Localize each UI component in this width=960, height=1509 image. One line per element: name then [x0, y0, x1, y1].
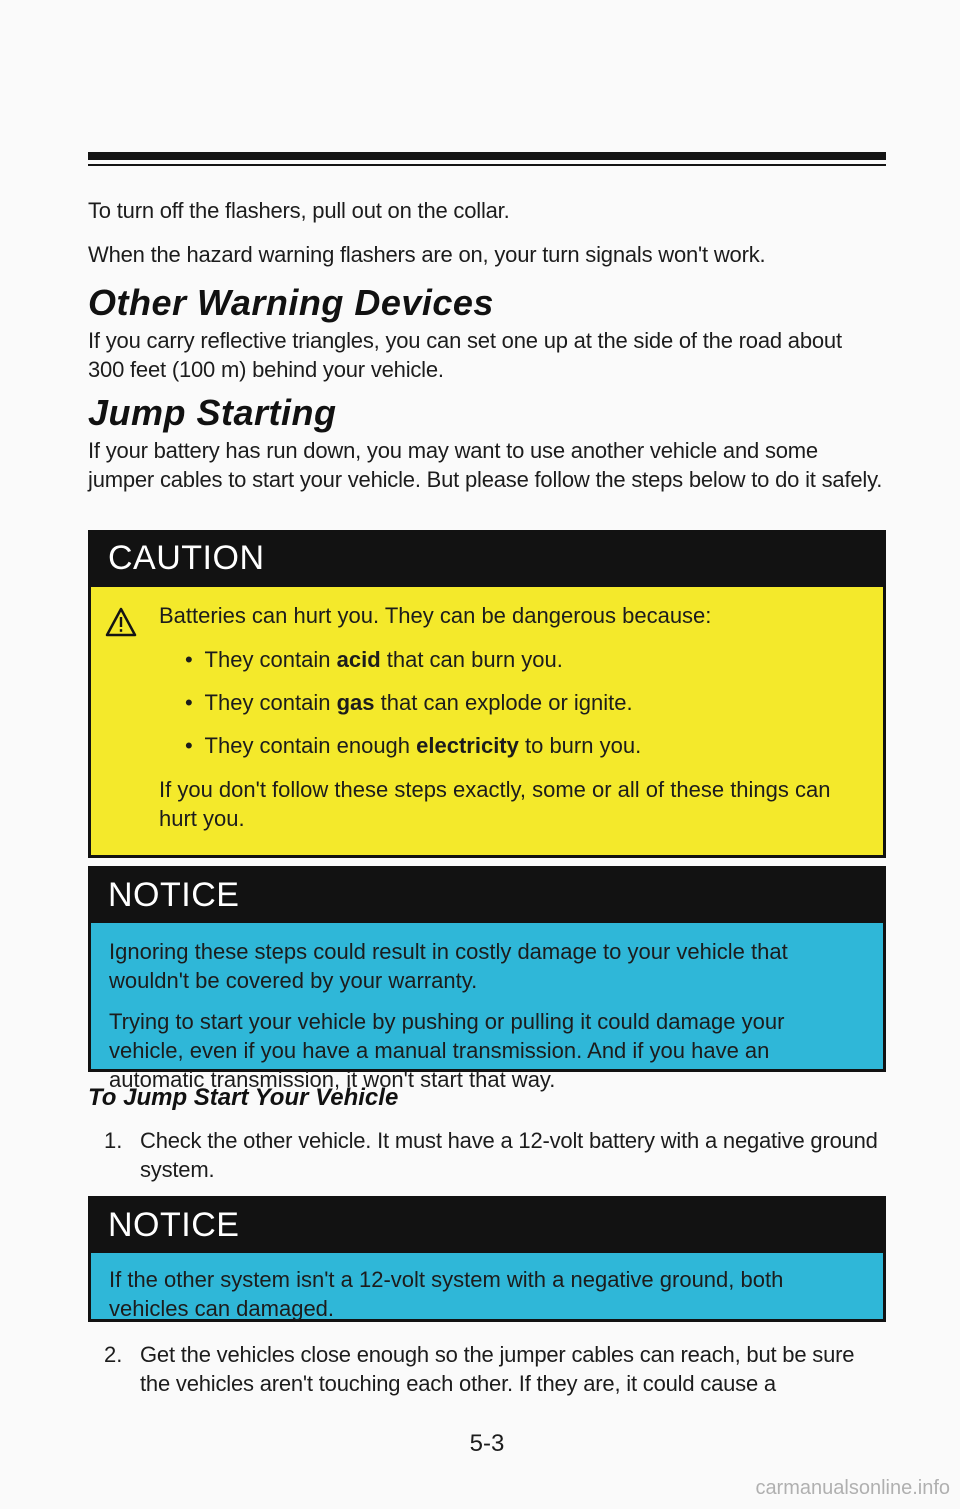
notice-1-para-1: Ignoring these steps could result in costly damage to your vehicle that wouldn't be covered by your warranty.: [109, 939, 788, 993]
notice-1-title: NOTICE: [91, 869, 883, 923]
notice-2-title: NOTICE: [91, 1199, 883, 1253]
caution-bullet-2: • They contain gas that can explode or ignite.: [185, 690, 633, 715]
other-warning-heading: Other Warning Devices: [88, 282, 494, 323]
intro-line-2: When the hazard warning flashers are on, your turn signals won't work.: [88, 242, 766, 267]
step-2-number: 2.: [104, 1342, 123, 1367]
other-warning-text: If you carry reflective triangles, you can set one up at the side of the road about 300 feet (100 m) behind your vehicle.: [88, 328, 842, 382]
caution-title: CAUTION: [91, 533, 883, 587]
notice-2-text: If the other system isn't a 12-volt system with a negative ground, both vehicles can damaged.: [109, 1267, 784, 1321]
notice-1-para-2: Trying to start your vehicle by pushing or pulling it could damage your vehicle, even if you have a manual transmission. And if you have an automatic transmission, it won't start that way.: [109, 1009, 785, 1092]
warning-triangle-icon: [105, 607, 137, 637]
caution-bullet-1: • They contain acid that can burn you.: [185, 647, 563, 672]
page-number: 5-3: [469, 1430, 505, 1457]
caution-box: [88, 530, 886, 858]
watermark: carmanualsonline.info: [755, 1477, 950, 1499]
step-2-text: Get the vehicles close enough so the jumper cables can reach, but be sure the vehicles aren't touching each other. If they are, it could cause a: [140, 1342, 855, 1396]
notice-2-body: [91, 1253, 883, 1323]
jump-starting-text: If your battery has run down, you may want to use another vehicle and some jumper cables to start your vehicle. But please follow the steps below to do it safely.: [88, 438, 883, 492]
jump-starting-heading: Jump Starting: [88, 392, 337, 433]
intro-line-1: To turn off the flashers, pull out on the collar.: [88, 198, 510, 223]
header-rule-thin: [88, 164, 886, 166]
header-rule-thick: [88, 152, 886, 160]
caution-intro: Batteries can hurt you. They can be dangerous because:: [159, 603, 712, 628]
caution-body: [91, 587, 883, 855]
notice-box-1: [88, 866, 886, 1092]
notice-box-2: [88, 1196, 886, 1322]
notice-1-body: [91, 923, 883, 1094]
caution-closing: If you don't follow these steps exactly, some or all of these things can hurt you.: [159, 777, 831, 831]
step-1-number: 1.: [104, 1128, 123, 1153]
jump-start-subheading: To Jump Start Your Vehicle: [88, 1084, 399, 1111]
step-1-text: Check the other vehicle. It must have a 12-volt battery with a negative ground system.: [140, 1128, 878, 1182]
caution-bullet-3: • They contain enough electricity to burn you.: [185, 733, 642, 758]
